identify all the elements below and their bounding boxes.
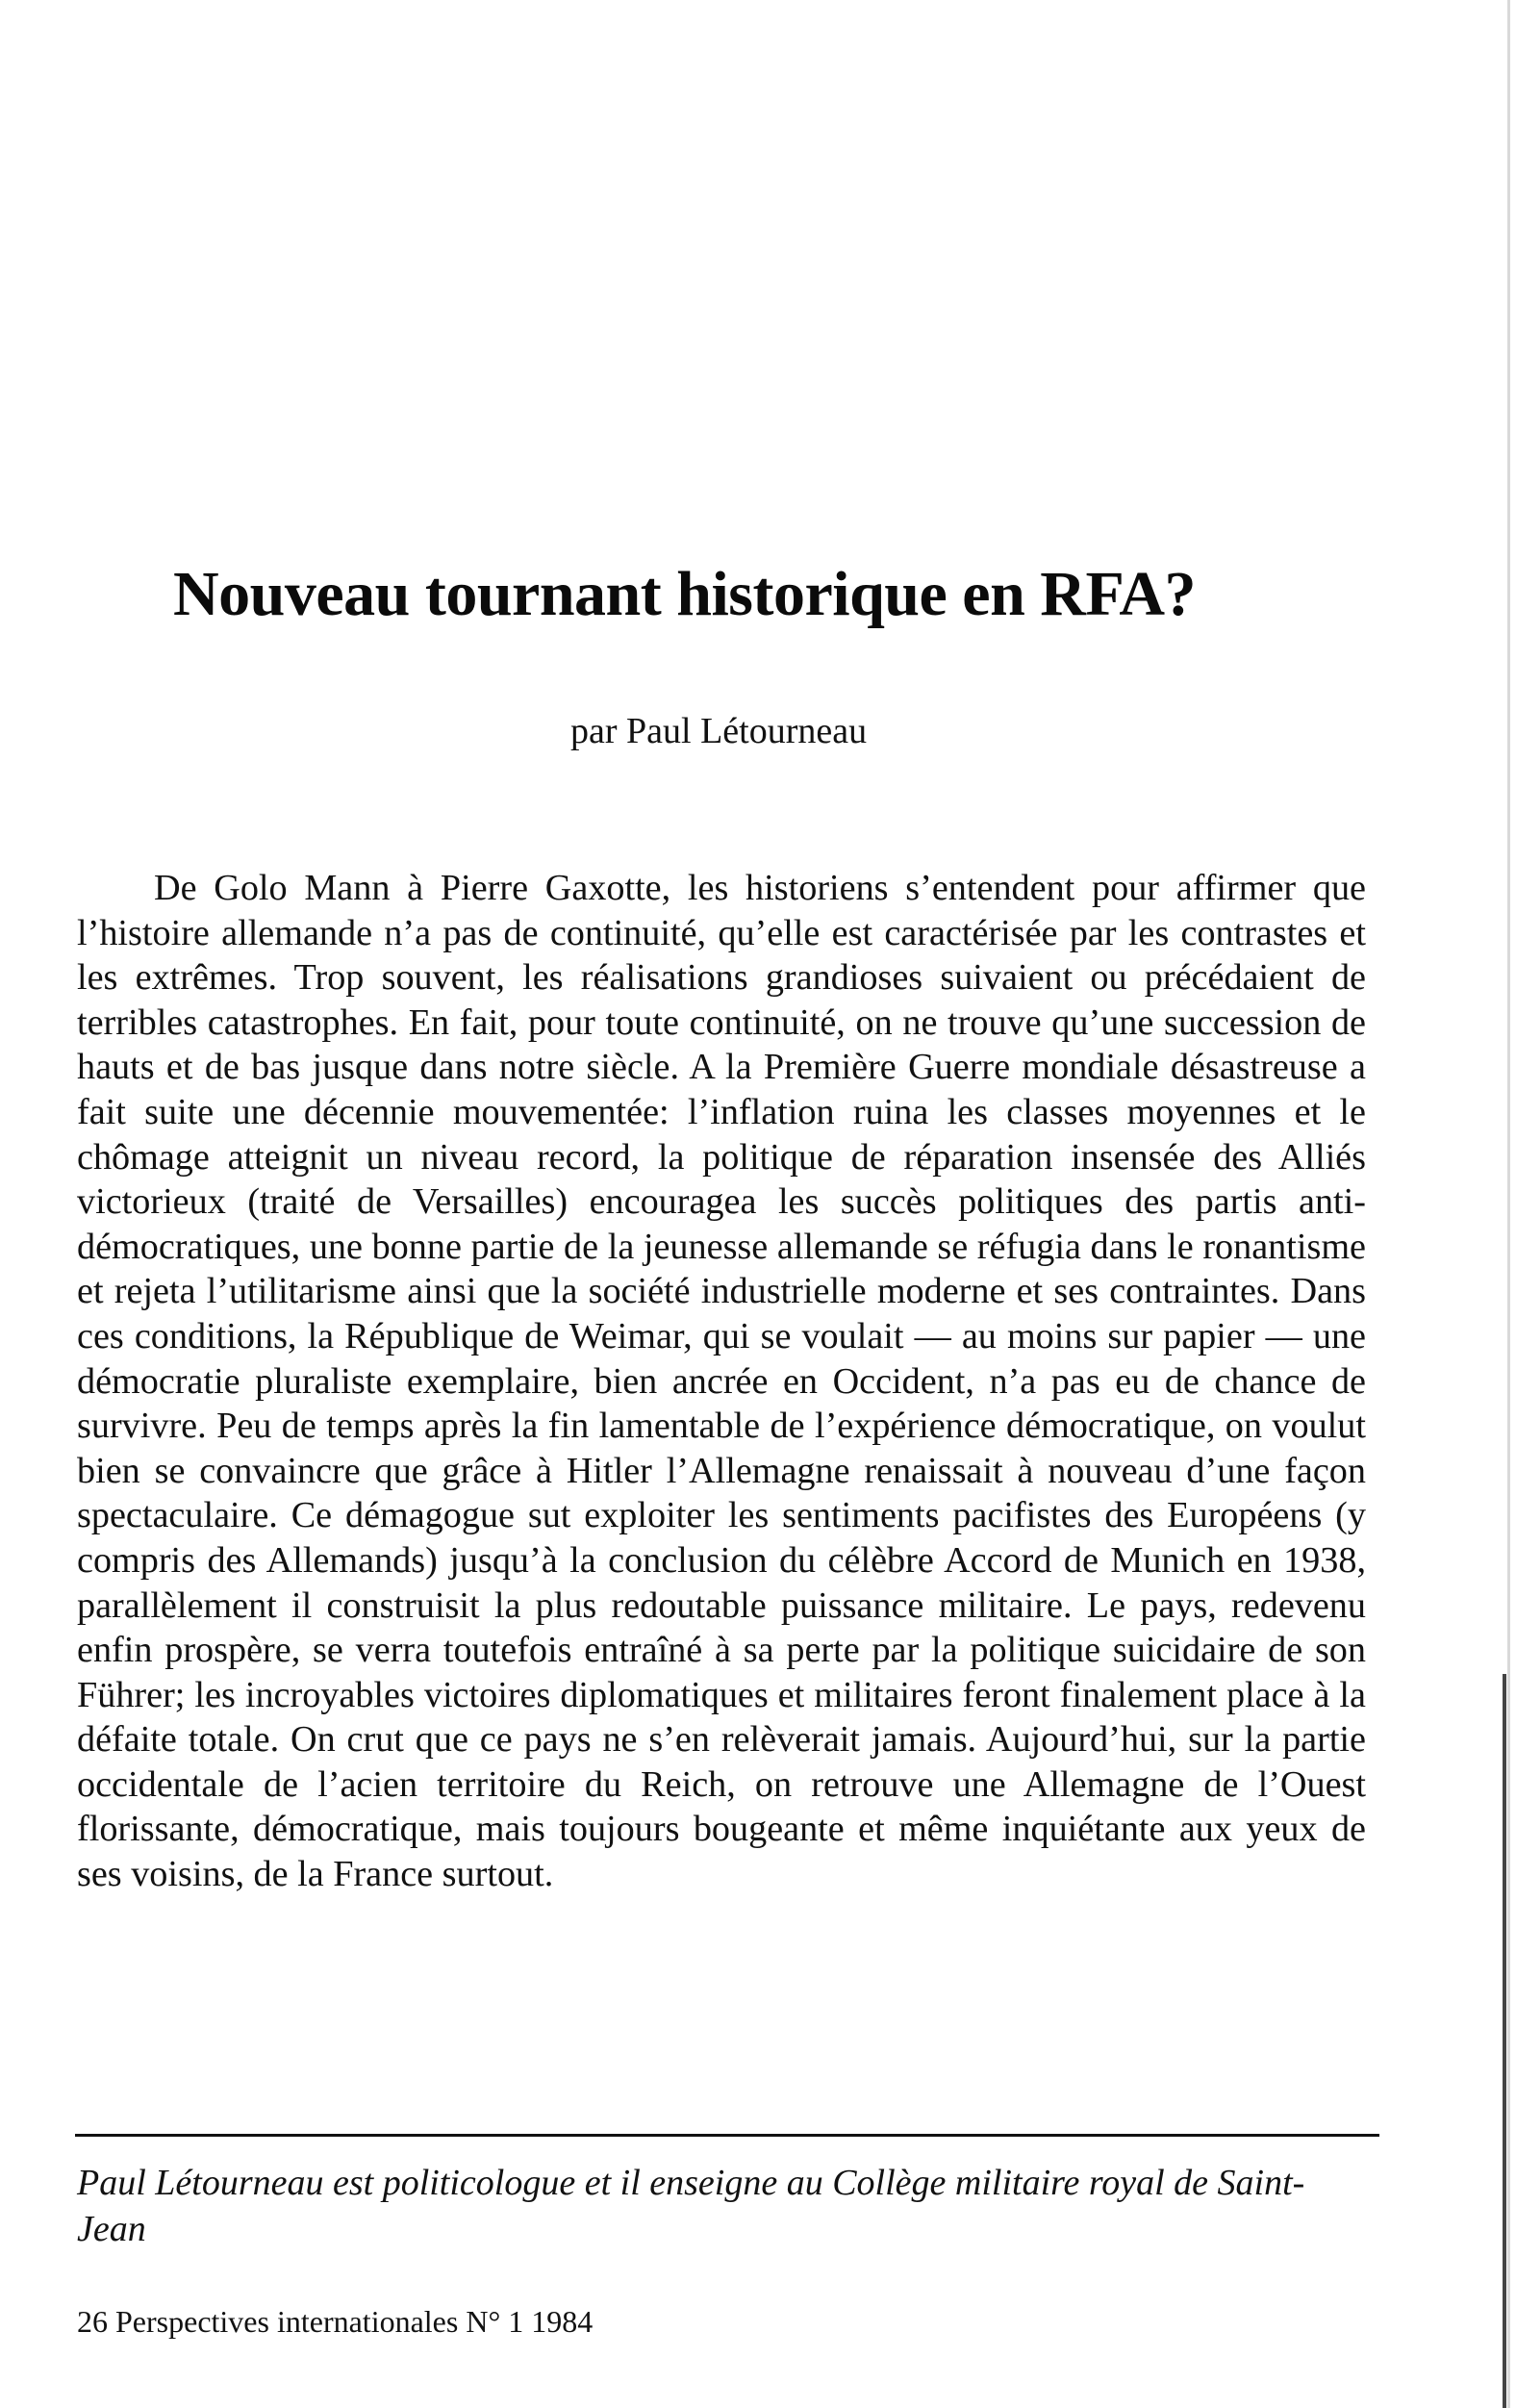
article-title: Nouveau tournant historique en RFA? — [173, 559, 1197, 629]
scan-edge-dark-strip — [1503, 1674, 1506, 2408]
article-body-paragraph: De Golo Mann à Pierre Gaxotte, les historiens s’entendent pour affirmer que l’histoire allemande n’a pas de continuité, qu’elle est caractérisée par les contrastes et les extrêmes. Trop souvent, les réalisations grandioses suivaient ou précédaient de terribles catastrophes. En fait, pour toute continuité, on ne trouve qu’une succession de hauts et de bas jusque dans notre siècle. A la Première Guerre mondiale désastreuse a fait suite une décennie mouvementée: l’inflation ruina les classes moyennes et le chômage atteignit un niveau record, la politique de réparation insensée des Alliés victorieux (traité de Versailles) encouragea les succès politiques des partis anti-démocratiques, une bonne partie de la jeunesse allemande se réfugia dans le ronantisme et rejeta l’utilitarisme ainsi que la société industrielle moderne et ses contraintes. Dans ces conditions, la République de Weimar, qui se voulait — au moins sur papier — une démocratie pluraliste exemplaire, bien ancrée en Occident, n’a pas eu de chance de survivre. Peu de temps après la fin lamentable de l’expérience démocratique, on voulut bien se convaincre que grâce à Hitler l’Allemagne renaissait à nouveau d’une façon spectaculaire. Ce démagogue sut exploiter les sentiments pacifistes des Européens (y compris des Allemands) jusqu’à la conclusion du célèbre Accord de Munich en 1938, parallèlement il construisit la plus redoutable puissance militaire. Le pays, redevenu enfin prospère, se verra toutefois entraîné à sa perte par la politique suicidaire de son Führer; les incroyables victoires diplomatiques et militaires feront finalement place à la défaite totale. On crut que ce pays ne s’en relèverait jamais. Aujourd’hui, sur la partie occidentale de l’acien territoire du Reich, on retrouve une Allemagne de l’Ouest florissante, démocratique, mais toujours bougeante et même inquiétante aux yeux de ses voisins, de la France surtout. — [77, 868, 1366, 1895]
page-folio: 26 Perspectives internationales N° 1 1984 — [77, 2304, 594, 2339]
author-footnote: Paul Létourneau est politicologue et il enseigne au Collège militaire royal de Saint-Jean — [77, 2163, 1305, 2249]
scan-edge-shadow — [1507, 0, 1510, 2408]
article-byline: par Paul Létourneau — [570, 711, 868, 751]
footnote-divider — [75, 2134, 1379, 2137]
